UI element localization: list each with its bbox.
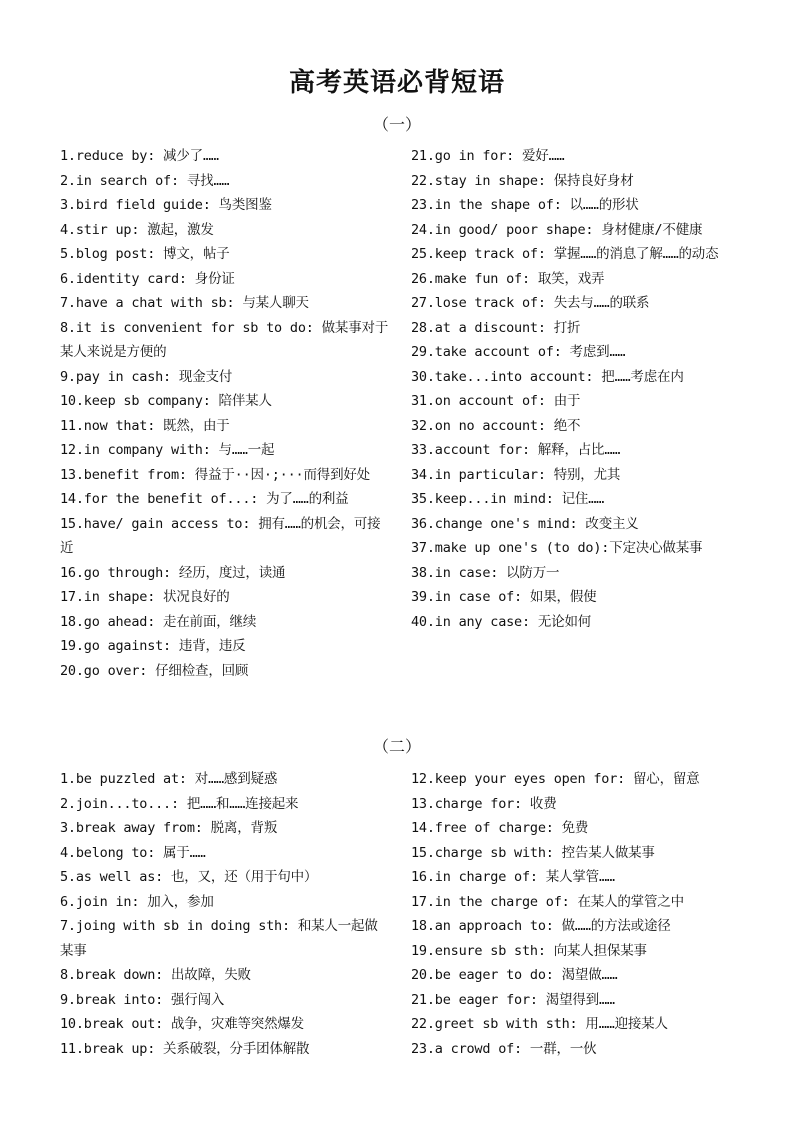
phrase-item: 9.pay in cash: 现金支付 (60, 368, 233, 385)
phrase-item: 2.join...to...: 把……和……连接起来 (60, 795, 299, 812)
phrase-item: 18.an approach to: 做……的方法或途径 (411, 918, 671, 934)
phrase-item: 10.break out: 战争，灾难等突然爆发 (60, 1016, 304, 1032)
phrase-item: 8.it is convenient for sb to do: 做某事对于某人来说是方便的 (60, 319, 389, 360)
section-heading-1: （一） (372, 115, 421, 134)
phrase-item: 36.change one's mind: 改变主义 (411, 515, 639, 532)
phrase-item: 6.join in: 加入，参加 (60, 893, 214, 910)
phrase-item: 23.in the shape of: 以……的形状 (411, 197, 639, 213)
phrase-item: 16.go through: 经历，度过，读通 (60, 564, 286, 581)
phrase-item: 29.take account of: 考虑到…… (411, 344, 626, 360)
phrase-item: 26.make fun of: 取笑，戏弄 (411, 270, 605, 287)
phrase-item: 21.be eager for: 渴望得到…… (411, 991, 615, 1008)
phrase-item: 22.greet sb with sth: 用……迎接某人 (411, 1016, 668, 1032)
phrase-item: 3.bird field guide: 鸟类图鉴 (60, 197, 272, 213)
phrase-item: 9.break into: 强行闯入 (60, 991, 225, 1008)
phrase-item: 1.be puzzled at: 对……感到疑惑 (60, 771, 278, 787)
phrase-item: 14.free of charge: 免费 (411, 820, 589, 836)
phrase-item: 11.now that: 既然，由于 (60, 417, 230, 434)
phrase-item: 13.charge for: 收费 (411, 795, 557, 812)
phrase-item: 24.in good/ poor shape: 身材健康/不健康 (411, 221, 703, 238)
phrase-item: 6.identity card: 身份证 (60, 270, 235, 287)
phrase-item: 39.in case of: 如果，假使 (411, 589, 597, 605)
section-heading-2: （二） (372, 737, 421, 756)
phrase-item: 4.stir up: 激起，激发 (60, 221, 214, 238)
phrase-item: 13.benefit from: 得益于··因·;···而得到好处 (60, 466, 370, 483)
phrase-item: 4.belong to: 属于…… (60, 844, 206, 861)
phrase-item: 11.break up: 关系破裂，分手团体解散 (60, 1040, 310, 1057)
phrase-item: 19.go against: 违背，违反 (60, 638, 246, 654)
phrase-item: 33.account for: 解释，占比…… (411, 442, 621, 458)
section-2-left-column (60, 767, 390, 1061)
phrase-item: 7.have a chat with sb: 与某人聊天 (60, 295, 309, 311)
phrase-item: 17.in shape: 状况良好的 (60, 589, 230, 605)
section-1-left-column (60, 144, 390, 683)
phrase-item: 10.keep sb company: 陪伴某人 (60, 393, 272, 409)
phrase-item: 25.keep track of: 掌握……的消息了解……的动态 (411, 246, 719, 262)
phrase-item: 5.as well as: 也，又，还（用于句中） (60, 869, 318, 885)
phrase-item: 18.go ahead: 走在前面，继续 (60, 613, 257, 630)
phrase-item: 12.in company with: 与……一起 (60, 442, 275, 458)
phrase-item: 7.joing with sb in doing sth: 和某人一起做某事 (60, 918, 378, 959)
phrase-item: 3.break away from: 脱离，背叛 (60, 820, 278, 836)
phrase-item: 15.charge sb with: 控告某人做某事 (411, 844, 655, 861)
phrase-item: 30.take...into account: 把……考虑在内 (411, 368, 684, 385)
phrase-item: 27.lose track of: 失去与……的联系 (411, 295, 650, 311)
phrase-item: 15.have/ gain access to: 拥有……的机会，可接近 (60, 515, 381, 556)
phrase-item: 17.in the charge of: 在某人的掌管之中 (411, 893, 684, 910)
section-1-right-column (411, 144, 741, 634)
phrase-item: 38.in case: 以防万一 (411, 564, 560, 581)
phrase-item: 21.go in for: 爱好…… (411, 148, 565, 164)
phrase-item: 5.blog post: 博文，帖子 (60, 246, 230, 262)
phrase-item: 35.keep...in mind: 记住…… (411, 491, 605, 507)
phrase-item: 28.at a discount: 打折 (411, 319, 581, 336)
phrase-item: 16.in charge of: 某人掌管…… (411, 869, 615, 885)
phrase-item: 40.in any case: 无论如何 (411, 613, 592, 630)
phrase-item: 1.reduce by: 减少了…… (60, 148, 219, 164)
section-2-right-column (411, 767, 741, 1061)
phrase-item: 8.break down: 出故障，失败 (60, 967, 251, 983)
page-title: 高考英语必背短语 (288, 68, 505, 98)
phrase-item: 32.on no account: 绝不 (411, 417, 581, 434)
phrase-item: 22.stay in shape: 保持良好身材 (411, 172, 634, 189)
phrase-item: 31.on account of: 由于 (411, 393, 581, 409)
phrase-item: 20.be eager to do: 渴望做…… (411, 967, 618, 983)
phrase-item: 23.a crowd of: 一群，一伙 (411, 1040, 597, 1057)
phrase-item: 34.in particular: 特别，尤其 (411, 466, 621, 483)
phrase-item: 20.go over: 仔细检查，回顾 (60, 662, 249, 679)
phrase-item: 2.in search of: 寻找…… (60, 172, 230, 189)
phrase-item: 37.make up one's (to do):下定决心做某事 (411, 540, 703, 556)
phrase-item: 14.for the benefit of...: 为了……的利益 (60, 491, 349, 507)
phrase-item: 19.ensure sb sth: 向某人担保某事 (411, 942, 647, 959)
phrase-item: 12.keep your eyes open for: 留心，留意 (411, 771, 700, 787)
